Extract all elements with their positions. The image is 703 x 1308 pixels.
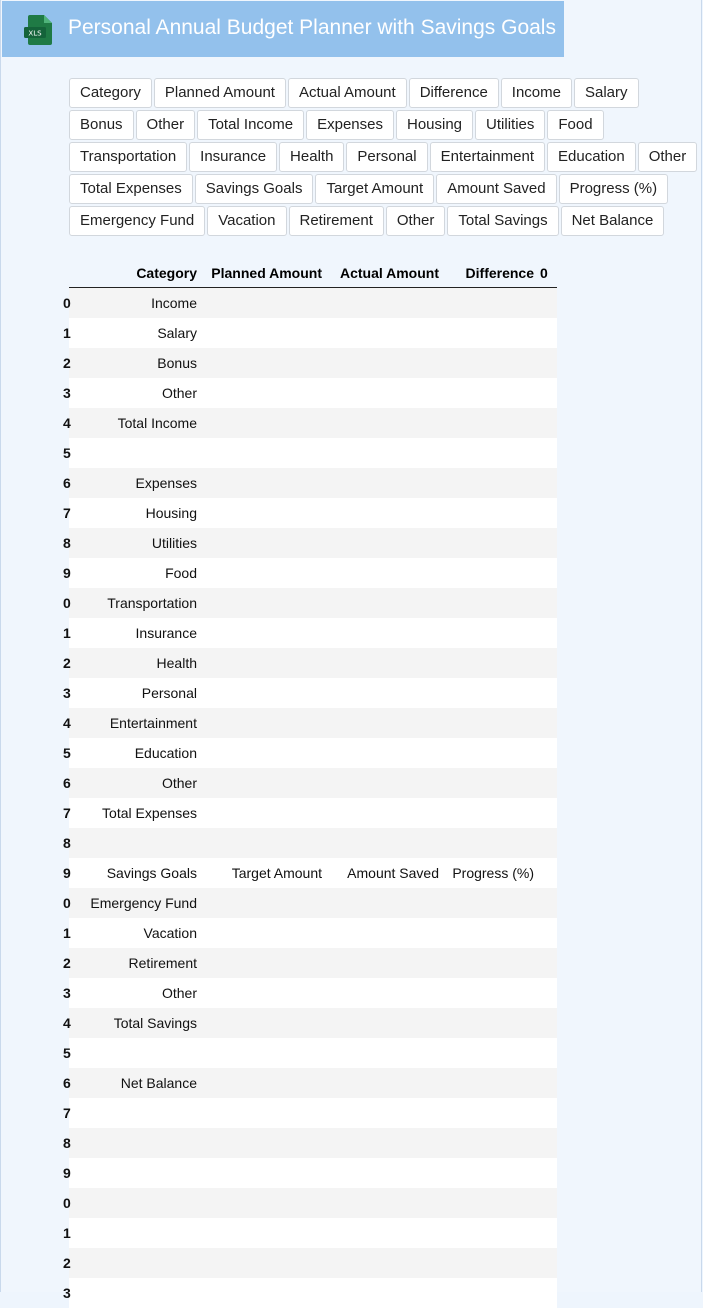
table-cell[interactable] [540, 378, 557, 408]
table-cell[interactable] [445, 378, 540, 408]
column-header[interactable] [63, 258, 73, 287]
column-chip[interactable]: Progress (%) [559, 174, 669, 204]
table-cell[interactable] [540, 708, 557, 738]
table-cell[interactable] [203, 1218, 328, 1248]
table-row [63, 288, 557, 318]
table-cell[interactable]: Amount Saved [347, 865, 439, 881]
column-chip[interactable]: Health [279, 142, 344, 172]
table-cell[interactable] [203, 1068, 328, 1098]
table-cell[interactable] [540, 1248, 557, 1278]
column-chip[interactable]: Bonus [69, 110, 134, 140]
column-chip[interactable]: Personal [346, 142, 427, 172]
table-body [63, 288, 557, 1308]
table-row [63, 708, 557, 738]
row-index: 5 [63, 445, 71, 461]
table-cell[interactable]: Salary [157, 325, 197, 341]
table-cell[interactable] [540, 468, 557, 498]
table-cell[interactable] [445, 708, 540, 738]
table-cell[interactable] [203, 828, 328, 858]
table-cell[interactable] [328, 738, 445, 768]
table-row [63, 378, 557, 408]
column-header[interactable]: Category [136, 265, 197, 281]
table-row [63, 1128, 557, 1158]
table-cell[interactable] [328, 1098, 445, 1128]
table-cell[interactable] [445, 978, 540, 1008]
table-cell[interactable] [445, 468, 540, 498]
column-header[interactable]: Difference [465, 265, 534, 281]
table-cell[interactable] [445, 1188, 540, 1218]
table-cell[interactable] [540, 828, 557, 858]
table-cell[interactable] [540, 888, 557, 918]
table-cell[interactable] [540, 618, 557, 648]
chip-row [69, 78, 703, 108]
table-cell[interactable] [203, 918, 328, 948]
table-cell[interactable]: Other [161, 385, 197, 401]
table-cell[interactable] [445, 1008, 540, 1038]
table-cell[interactable] [203, 348, 328, 378]
row-index: 9 [63, 1165, 71, 1181]
table-cell[interactable] [540, 1278, 557, 1308]
table-cell[interactable] [203, 588, 328, 618]
column-header[interactable]: 0 [540, 265, 548, 281]
table-row [63, 528, 557, 558]
column-chip[interactable]: Entertainment [430, 142, 545, 172]
row-index: 8 [63, 835, 71, 851]
column-chip[interactable]: Emergency Fund [69, 206, 205, 236]
table-cell[interactable] [73, 828, 203, 858]
table-cell[interactable] [203, 618, 328, 648]
table-row [63, 618, 557, 648]
table-cell[interactable] [203, 648, 328, 678]
column-chip[interactable]: Difference [409, 78, 499, 108]
table-cell[interactable] [540, 1158, 557, 1188]
table-cell[interactable] [445, 1098, 540, 1128]
table-row [63, 858, 557, 888]
column-chip[interactable]: Expenses [306, 110, 394, 140]
table-cell[interactable] [445, 408, 540, 438]
window-title: Personal Annual Budget Planner with Savings Goals [68, 16, 556, 39]
table-cell[interactable] [328, 1248, 445, 1278]
svg-text:XLS: XLS [28, 29, 42, 38]
column-chip[interactable]: Utilities [475, 110, 545, 140]
table-cell[interactable] [445, 1278, 540, 1308]
table-cell[interactable] [540, 1098, 557, 1128]
table-cell[interactable] [540, 858, 557, 888]
column-chip[interactable]: Category [69, 78, 152, 108]
column-chip[interactable]: Other [386, 206, 446, 236]
row-index: 9 [63, 865, 71, 881]
table-header [69, 258, 557, 288]
column-chip[interactable]: Planned Amount [154, 78, 286, 108]
table-cell[interactable] [445, 498, 540, 528]
table-cell[interactable] [73, 1188, 203, 1218]
table-cell[interactable] [540, 798, 557, 828]
table-row [63, 1098, 557, 1128]
table-cell[interactable] [328, 1128, 445, 1158]
table-cell[interactable] [203, 888, 328, 918]
table-cell[interactable] [203, 738, 328, 768]
table-cell[interactable] [203, 798, 328, 828]
table-cell[interactable] [203, 1098, 328, 1128]
table-cell[interactable] [328, 918, 445, 948]
table-cell[interactable] [203, 378, 328, 408]
table-cell[interactable] [328, 1188, 445, 1218]
table-row [63, 468, 557, 498]
table-cell[interactable]: Other [161, 985, 197, 1001]
table-row [63, 1278, 557, 1308]
table-cell[interactable] [445, 348, 540, 378]
column-chip[interactable]: Actual Amount [288, 78, 407, 108]
table-cell[interactable] [540, 738, 557, 768]
table-cell[interactable]: Retirement [128, 955, 197, 971]
table-cell[interactable] [445, 678, 540, 708]
table-cell[interactable] [203, 1158, 328, 1188]
table-cell[interactable] [73, 1158, 203, 1188]
row-index: 8 [63, 1135, 71, 1151]
row-index: 4 [63, 415, 71, 431]
table-cell[interactable] [73, 1038, 203, 1068]
table-cell[interactable] [540, 768, 557, 798]
row-index: 0 [63, 595, 71, 611]
table-cell[interactable] [203, 498, 328, 528]
row-index: 3 [63, 685, 71, 701]
table-cell[interactable] [445, 558, 540, 588]
table-row [63, 1158, 557, 1188]
table-row [63, 348, 557, 378]
table-cell[interactable] [445, 828, 540, 858]
column-chip[interactable]: Savings Goals [195, 174, 314, 204]
table-cell[interactable]: Personal [141, 685, 197, 701]
table-row [63, 318, 557, 348]
table-cell[interactable]: Other [161, 775, 197, 791]
row-index: 6 [63, 1075, 71, 1091]
table-cell[interactable] [445, 948, 540, 978]
table-cell[interactable] [328, 678, 445, 708]
table-cell[interactable]: Food [165, 565, 197, 581]
table-cell[interactable] [328, 318, 445, 348]
table-cell[interactable]: Vacation [143, 925, 197, 941]
row-index: 1 [63, 325, 71, 341]
column-chip[interactable]: Other [638, 142, 698, 172]
table-cell[interactable] [203, 1248, 328, 1278]
table-cell[interactable] [445, 288, 540, 318]
table-cell[interactable] [203, 978, 328, 1008]
table-cell[interactable] [328, 1068, 445, 1098]
table-cell[interactable] [328, 1218, 445, 1248]
table-cell[interactable] [445, 1128, 540, 1158]
row-index: 7 [63, 805, 71, 821]
table-cell[interactable] [445, 768, 540, 798]
row-index: 3 [63, 385, 71, 401]
table-cell[interactable] [540, 678, 557, 708]
table-cell[interactable] [203, 288, 328, 318]
table-cell[interactable] [445, 648, 540, 678]
table-cell[interactable]: Housing [145, 505, 197, 521]
table-cell[interactable] [328, 1278, 445, 1308]
table-cell[interactable] [540, 318, 557, 348]
column-chip[interactable]: Transportation [69, 142, 187, 172]
column-header[interactable]: Planned Amount [211, 265, 322, 281]
column-chip[interactable]: Education [547, 142, 636, 172]
table-row [63, 888, 557, 918]
chip-row [69, 206, 703, 236]
table-cell[interactable] [328, 1038, 445, 1068]
table-row [63, 828, 557, 858]
table-row [63, 678, 557, 708]
column-chip[interactable]: Retirement [289, 206, 384, 236]
column-chip[interactable]: Amount Saved [436, 174, 556, 204]
table-cell[interactable] [445, 1158, 540, 1188]
table-cell[interactable]: Transportation [107, 595, 197, 611]
column-chip[interactable]: Target Amount [315, 174, 434, 204]
table-cell[interactable] [73, 438, 203, 468]
table-row [63, 1248, 557, 1278]
table-cell[interactable] [328, 978, 445, 1008]
table-cell[interactable] [445, 588, 540, 618]
table-cell[interactable]: Utilities [151, 535, 197, 551]
table-cell[interactable] [203, 948, 328, 978]
table-cell[interactable] [445, 1248, 540, 1278]
column-chip[interactable]: Housing [396, 110, 473, 140]
table-cell[interactable] [203, 1188, 328, 1218]
column-chip[interactable]: Income [501, 78, 572, 108]
table-cell[interactable] [540, 408, 557, 438]
table-cell[interactable] [445, 438, 540, 468]
chip-row [69, 174, 703, 204]
table-cell[interactable] [203, 318, 328, 348]
column-chip[interactable]: Salary [574, 78, 639, 108]
row-index: 8 [63, 535, 71, 551]
table-cell[interactable]: Net Balance [120, 1075, 197, 1091]
row-index: 9 [63, 565, 71, 581]
table-row [63, 738, 557, 768]
table-cell[interactable]: Total Expenses [102, 805, 197, 821]
table-cell[interactable] [73, 1248, 203, 1278]
table-cell[interactable] [203, 528, 328, 558]
table-cell[interactable] [540, 558, 557, 588]
table-cell[interactable] [328, 438, 445, 468]
table-cell[interactable] [445, 738, 540, 768]
table-cell[interactable] [540, 528, 557, 558]
table-cell[interactable] [540, 438, 557, 468]
table-cell[interactable] [328, 558, 445, 588]
column-chip[interactable]: Total Expenses [69, 174, 193, 204]
table-cell[interactable] [328, 378, 445, 408]
row-index: 1 [63, 925, 71, 941]
table-cell[interactable] [328, 828, 445, 858]
table-cell[interactable] [540, 1008, 557, 1038]
table-row [63, 438, 557, 468]
table-cell[interactable]: Bonus [157, 355, 197, 371]
table-cell[interactable]: Target Amount [231, 865, 322, 881]
row-index: 4 [63, 1015, 71, 1031]
table-cell[interactable] [445, 528, 540, 558]
row-index: 1 [63, 1225, 71, 1241]
table-cell[interactable] [445, 318, 540, 348]
table-cell[interactable]: Insurance [135, 625, 197, 641]
column-chip[interactable]: Total Savings [447, 206, 558, 236]
table-cell[interactable] [73, 1278, 203, 1308]
table-cell[interactable] [445, 1038, 540, 1068]
table-cell[interactable] [540, 1218, 557, 1248]
table-cell[interactable]: Income [151, 295, 197, 311]
table-row [63, 558, 557, 588]
table-cell[interactable] [328, 888, 445, 918]
table-cell[interactable] [445, 918, 540, 948]
row-index: 2 [63, 355, 71, 371]
column-header[interactable]: Actual Amount [339, 265, 439, 281]
column-chip[interactable]: Insurance [189, 142, 277, 172]
column-chip[interactable]: Total Income [197, 110, 304, 140]
table-cell[interactable] [445, 618, 540, 648]
table-cell[interactable] [328, 948, 445, 978]
table-cell[interactable] [445, 888, 540, 918]
table-cell[interactable]: Total Savings [113, 1015, 197, 1031]
table-row [63, 918, 557, 948]
table-cell[interactable]: Savings Goals [106, 865, 197, 881]
row-index: 5 [63, 1045, 71, 1061]
row-index: 1 [63, 625, 71, 641]
column-chip[interactable]: Food [547, 110, 603, 140]
table-row [63, 498, 557, 528]
column-chip[interactable]: Net Balance [561, 206, 665, 236]
table-cell[interactable] [203, 768, 328, 798]
table-cell[interactable] [328, 798, 445, 828]
table-cell[interactable] [328, 1008, 445, 1038]
row-index: 4 [63, 715, 71, 731]
table-cell[interactable] [540, 288, 557, 318]
table-cell[interactable] [203, 678, 328, 708]
table-cell[interactable] [540, 948, 557, 978]
table-cell[interactable] [203, 558, 328, 588]
chip-row [69, 142, 703, 172]
table-cell[interactable] [328, 708, 445, 738]
table-row [63, 798, 557, 828]
table-cell[interactable] [328, 348, 445, 378]
table-cell[interactable] [540, 978, 557, 1008]
table-cell[interactable] [203, 408, 328, 438]
row-index: 6 [63, 475, 71, 491]
table-cell[interactable] [445, 798, 540, 828]
column-chip-list [69, 78, 703, 238]
table-cell[interactable] [203, 438, 328, 468]
budget-table [63, 258, 557, 1308]
xls-file-icon [24, 15, 52, 45]
table-cell[interactable]: Progress (%) [452, 865, 534, 881]
table-cell[interactable] [328, 408, 445, 438]
table-cell[interactable] [540, 348, 557, 378]
table-row [63, 1218, 557, 1248]
table-cell[interactable]: Expenses [135, 475, 197, 491]
table-cell[interactable]: Emergency Fund [90, 895, 197, 911]
table-cell[interactable] [328, 1158, 445, 1188]
table-cell[interactable] [203, 708, 328, 738]
row-index: 7 [63, 1105, 71, 1121]
row-index: 7 [63, 505, 71, 521]
table-row [63, 1038, 557, 1068]
table-row [63, 1068, 557, 1098]
row-index: 0 [63, 295, 71, 311]
table-cell[interactable] [203, 1008, 328, 1038]
table-cell[interactable] [328, 618, 445, 648]
chip-row [69, 110, 703, 140]
table-cell[interactable] [328, 588, 445, 618]
table-cell[interactable] [203, 1038, 328, 1068]
table-cell[interactable] [540, 918, 557, 948]
table-cell[interactable] [328, 288, 445, 318]
table-cell[interactable] [73, 1218, 203, 1248]
table-cell[interactable] [540, 1038, 557, 1068]
row-index: 0 [63, 1195, 71, 1211]
table-cell[interactable] [203, 1128, 328, 1158]
table-cell[interactable]: Health [156, 655, 197, 671]
table-row [63, 1008, 557, 1038]
table-cell[interactable] [540, 1068, 557, 1098]
table-cell[interactable] [540, 1188, 557, 1218]
column-chip[interactable]: Other [136, 110, 196, 140]
table-cell[interactable] [328, 528, 445, 558]
table-cell[interactable] [540, 648, 557, 678]
table-cell[interactable] [445, 1068, 540, 1098]
row-index: 6 [63, 775, 71, 791]
table-cell[interactable] [73, 1128, 203, 1158]
table-cell[interactable]: Entertainment [109, 715, 197, 731]
row-index: 2 [63, 955, 71, 971]
table-cell[interactable] [73, 1098, 203, 1128]
table-cell[interactable]: Total Income [117, 415, 197, 431]
column-chip[interactable]: Vacation [207, 206, 286, 236]
table-row [63, 948, 557, 978]
row-index: 2 [63, 1255, 71, 1271]
table-row [63, 408, 557, 438]
table-cell[interactable]: Education [134, 745, 197, 761]
row-index: 0 [63, 895, 71, 911]
table-row [63, 978, 557, 1008]
table-cell[interactable] [328, 768, 445, 798]
table-row [63, 1188, 557, 1218]
row-index: 3 [63, 1285, 71, 1301]
table-cell[interactable] [328, 498, 445, 528]
title-bar [2, 1, 564, 57]
table-cell[interactable] [203, 468, 328, 498]
table-cell[interactable] [328, 648, 445, 678]
table-cell[interactable] [203, 1278, 328, 1308]
table-row [63, 768, 557, 798]
table-cell[interactable] [540, 1128, 557, 1158]
table-cell[interactable] [328, 468, 445, 498]
table-row [63, 648, 557, 678]
row-index: 5 [63, 745, 71, 761]
table-cell[interactable] [540, 498, 557, 528]
table-cell[interactable] [540, 588, 557, 618]
row-index: 3 [63, 985, 71, 1001]
row-index: 2 [63, 655, 71, 671]
table-row [63, 588, 557, 618]
table-cell[interactable] [445, 1218, 540, 1248]
